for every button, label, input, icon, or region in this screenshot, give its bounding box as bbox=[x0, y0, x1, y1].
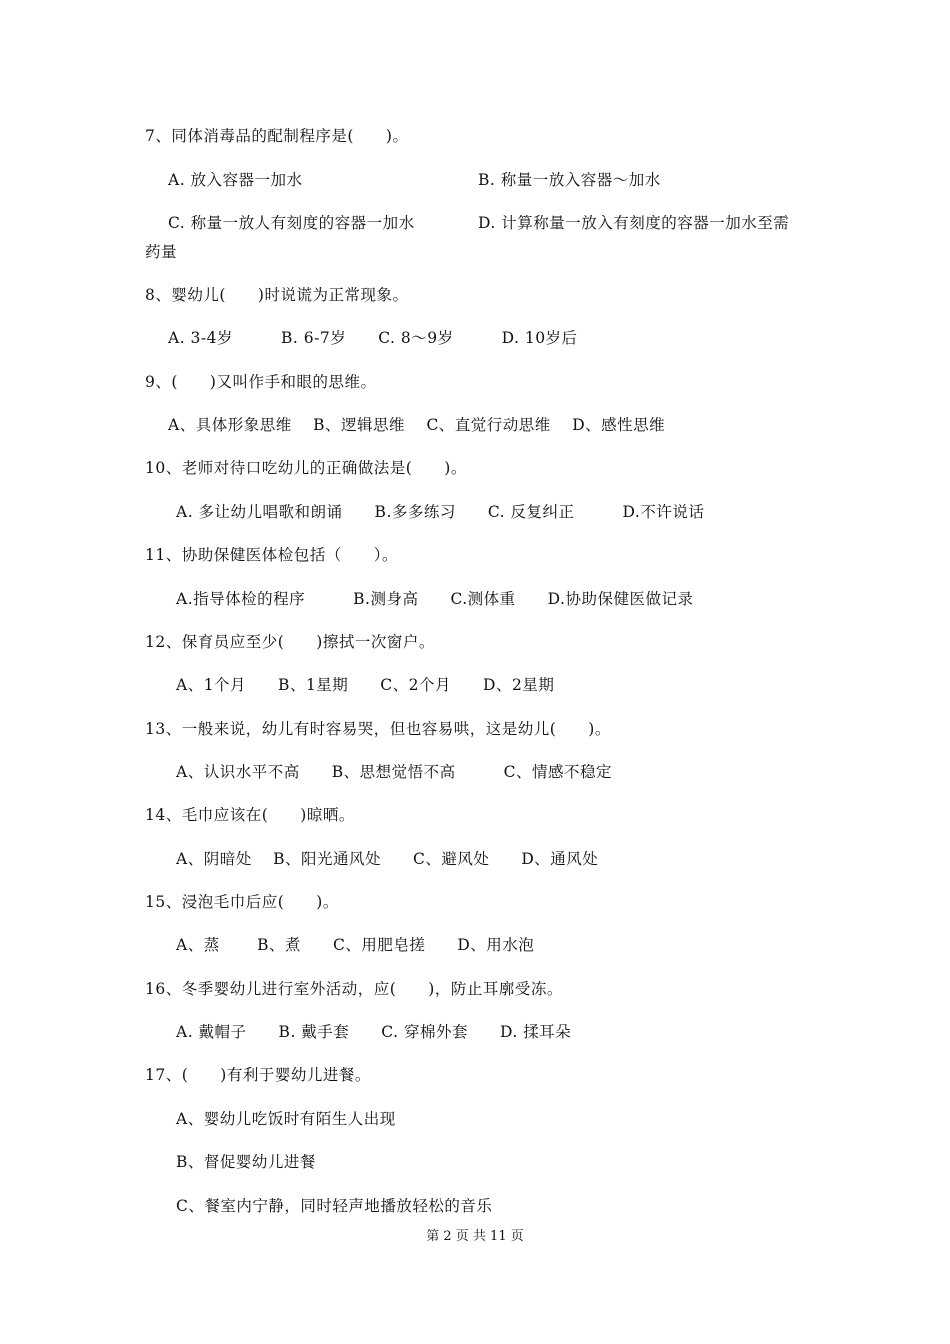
question-12-options: A、1个月 B、1星期 C、2个月 D、2星期 bbox=[176, 676, 555, 694]
question-9-stem: 9、( )又叫作手和眼的思维。 bbox=[145, 373, 377, 391]
question-10-stem: 10、老师对待口吃幼儿的正确做法是( )。 bbox=[145, 459, 467, 477]
question-12-stem: 12、保育员应至少( )擦拭一次窗户。 bbox=[145, 633, 435, 651]
question-7-option-a: A. 放入容器一加水 bbox=[168, 171, 303, 189]
question-7-option-b: B. 称量一放入容器～加水 bbox=[478, 171, 661, 189]
question-13-stem: 13、一般来说，幼儿有时容易哭，但也容易哄，这是幼儿( )。 bbox=[145, 720, 611, 738]
question-11-options: A.指导体检的程序 B.测身高 C.测体重 D.协助保健医做记录 bbox=[176, 590, 694, 608]
question-7-option-c: C. 称量一放人有刻度的容器一加水 bbox=[168, 214, 415, 232]
question-7-option-d: D. 计算称量一放入有刻度的容器一加水至需 bbox=[478, 214, 790, 232]
question-14-stem: 14、毛巾应该在( )晾晒。 bbox=[145, 806, 355, 824]
question-9-options: A、具体形象思维 B、逻辑思维 C、直觉行动思维 D、感性思维 bbox=[168, 416, 666, 434]
question-7-option-d-continued: 药量 bbox=[145, 243, 178, 261]
question-17-option-c: C、餐室内宁静，同时轻声地播放轻松的音乐 bbox=[176, 1197, 493, 1215]
question-16-stem: 16、冬季婴幼儿进行室外活动，应( )，防止耳廓受冻。 bbox=[145, 980, 563, 998]
question-15-stem: 15、浸泡毛巾后应( )。 bbox=[145, 893, 339, 911]
question-10-options: A. 多让幼儿唱歌和朗诵 B.多多练习 C. 反复纠正 D.不许说话 bbox=[176, 503, 705, 521]
question-7-stem: 7、同体消毒品的配制程序是( )。 bbox=[145, 127, 409, 145]
question-14-options: A、阴暗处 B、阳光通风处 C、避风处 D、通风处 bbox=[176, 850, 599, 868]
question-15-options: A、蒸 B、煮 C、用肥皂搓 D、用水泡 bbox=[176, 936, 535, 954]
question-17-option-b: B、督促婴幼儿进餐 bbox=[176, 1153, 316, 1171]
question-8-options: A. 3-4岁 B. 6-7岁 C. 8～9岁 D. 10岁后 bbox=[168, 329, 578, 347]
question-11-stem: 11、协助保健医体检包括（ ）。 bbox=[145, 546, 398, 564]
page-footer: 第 2 页 共 11 页 bbox=[426, 1229, 524, 1244]
question-17-option-a: A、婴幼儿吃饭时有陌生人出现 bbox=[176, 1110, 396, 1128]
question-13-options: A、认识水平不高 B、思想觉悟不高 C、情感不稳定 bbox=[176, 763, 612, 781]
question-8-stem: 8、婴幼儿( )时说谎为正常现象。 bbox=[145, 286, 409, 304]
question-17-stem: 17、( )有利于婴幼儿进餐。 bbox=[145, 1066, 371, 1084]
question-16-options: A. 戴帽子 B. 戴手套 C. 穿棉外套 D. 揉耳朵 bbox=[176, 1023, 572, 1041]
